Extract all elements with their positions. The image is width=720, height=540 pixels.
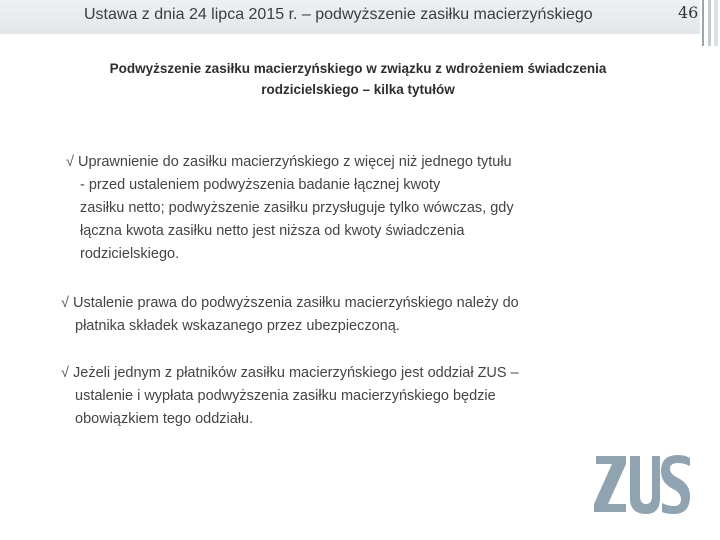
check-mark-icon: √ <box>66 154 74 170</box>
subtitle-line: Podwyższenie zasiłku macierzyńskiego w związku z wdrożeniem świadczenia <box>109 61 607 76</box>
check-mark-icon: √ <box>61 295 69 311</box>
bullet-text: obowiązkiem tego oddziału. <box>75 411 254 427</box>
slide-header-title: Ustawa z dnia 24 lipca 2015 r. – podwyższenie zasiłku macierzyńskiego <box>84 6 593 23</box>
header-divider <box>714 0 718 46</box>
zus-logo-mark <box>594 455 690 514</box>
bullet-text: Jeżeli jednym z płatników zasiłku macierzyńskiego jest oddział ZUS – <box>73 365 519 381</box>
bullet-text: Uprawnienie do zasiłku macierzyńskiego z więcej niż jednego tytułu <box>78 154 512 170</box>
header-divider <box>702 0 704 46</box>
bullet-item <box>66 151 626 266</box>
bullet-text: - przed ustaleniem podwyższenia badanie łącznej kwoty <box>80 177 441 193</box>
bullet-text: łączna kwota zasiłku netto jest niższa od kwoty świadczenia <box>80 223 465 239</box>
bullet-item <box>61 292 621 338</box>
bullet-item <box>61 362 621 431</box>
bullet-text: ustalenie i wypłata podwyższenia zasiłku macierzyńskiego będzie <box>75 388 496 404</box>
slide-subtitle <box>60 58 656 100</box>
zus-logo <box>590 450 694 520</box>
check-mark-icon: √ <box>61 365 69 381</box>
subtitle-line: rodzicielskiego – kilka tytułów <box>261 82 455 97</box>
header-divider <box>708 0 711 46</box>
bullet-text: rodzicielskiego. <box>80 246 180 262</box>
bullet-text: zasiłku netto; podwyższenie zasiłku przysługuje tylko wówczas, gdy <box>80 200 514 216</box>
bullet-text: Ustalenie prawa do podwyższenia zasiłku macierzyńskiego należy do <box>73 295 519 311</box>
page-number: 46 <box>678 3 699 22</box>
bullet-text: płatnika składek wskazanego przez ubezpieczoną. <box>75 318 400 334</box>
